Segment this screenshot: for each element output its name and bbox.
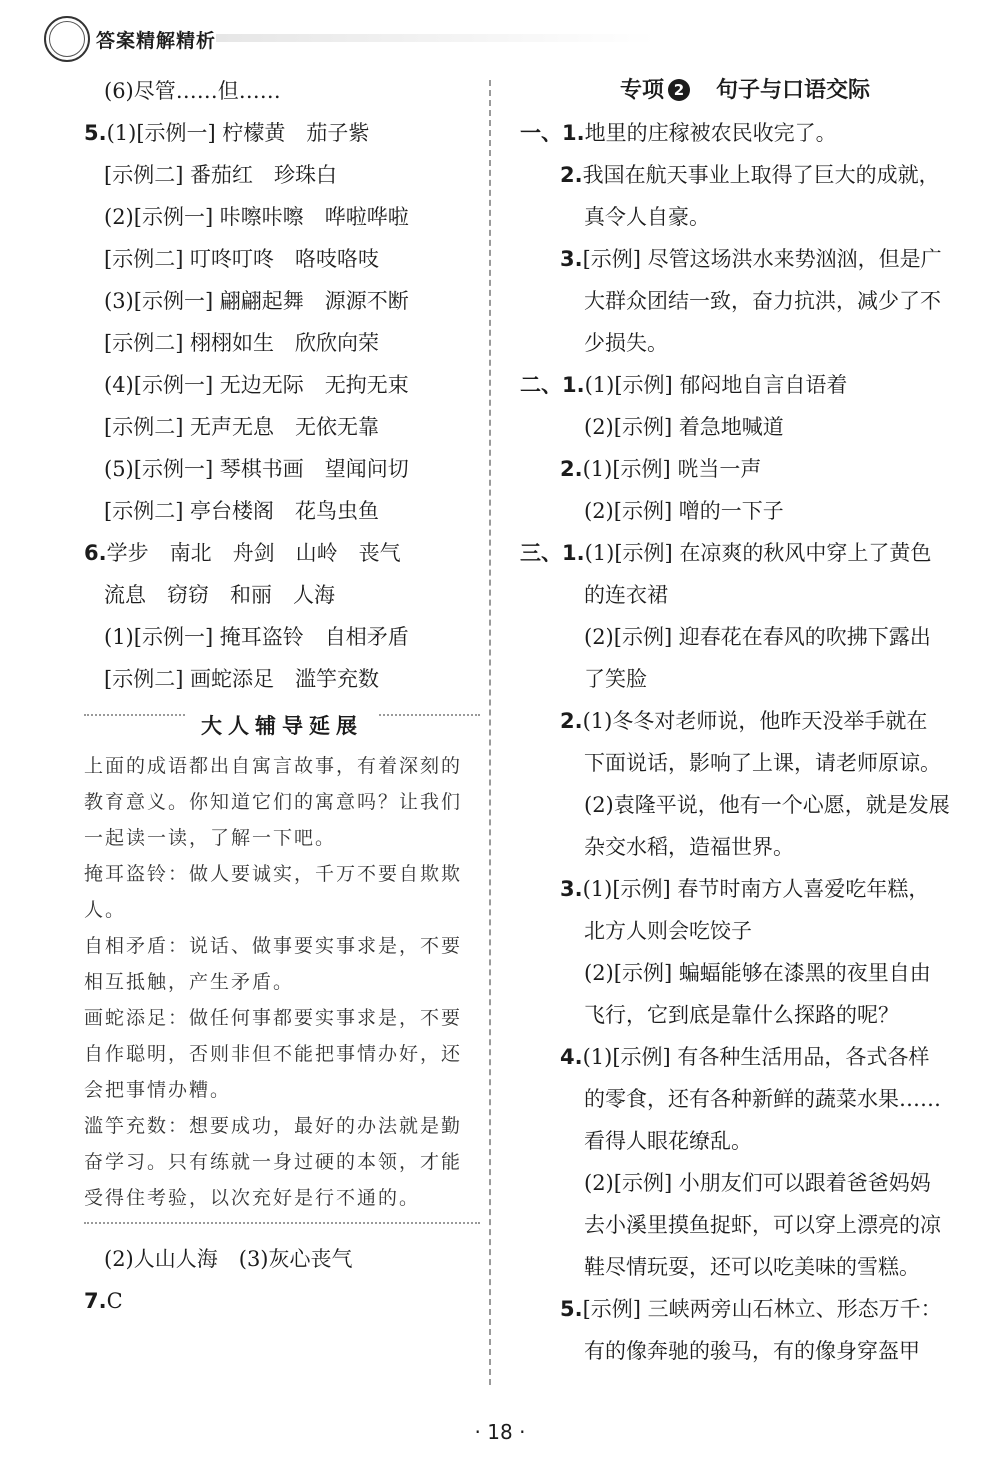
answer-line: (2)[示例] 噌的一下子 (584, 499, 784, 523)
answer-line: (1)[示例] 春节时南方人喜爱吃年糕， (582, 877, 930, 901)
answer-line: (1)[示例] 咣当一声 (582, 457, 762, 481)
answer-line: (1)[示例] 在凉爽的秋风中穿上了黄色 (584, 541, 932, 565)
question-number: 3. (560, 247, 583, 271)
answer-line: [示例二] 亭台楼阁 花鸟虫鱼 (104, 499, 380, 523)
answer-line: 流息 窃窃 和丽 人海 (104, 583, 335, 607)
answer-line: (5)[示例一] 琴棋书画 望闻问切 (104, 457, 409, 481)
guidance-box-header (84, 714, 480, 742)
section-number-badge: 2 (668, 79, 690, 101)
question-number: 2. (560, 709, 583, 733)
answer-line: (2)[示例] 着急地喊道 (584, 415, 784, 439)
answer-line: (4)[示例一] 无边无际 无拘无束 (104, 373, 409, 397)
answer-line: (1)[示例一] 掩耳盗铃 自相矛盾 (104, 625, 409, 649)
answer-line: [示例二] 叮咚叮咚 咯吱咯吱 (104, 247, 380, 271)
answer-line: (3)[示例一] 翩翩起舞 源源不断 (104, 289, 409, 313)
answer-line: (2)袁隆平说，他有一个心愿，就是发展 (584, 793, 950, 817)
question-number: 2. (560, 457, 583, 481)
answer-line: 真令人自豪。 (584, 205, 710, 229)
guidance-box-footer (84, 1222, 480, 1224)
answer-line: [示例二] 画蛇添足 滥竽充数 (104, 667, 380, 691)
answer-line: 了笑脸 (584, 667, 647, 691)
answer-line: [示例二] 番茄红 珍珠白 (104, 163, 338, 187)
answer-line: 杂交水稻，造福世界。 (584, 835, 794, 859)
question-number: 7. (84, 1289, 107, 1313)
answer-line: [示例二] 无声无息 无依无靠 (104, 415, 380, 439)
section-title (520, 70, 970, 112)
answer-line: 学步 南北 舟剑 山岭 丧气 (106, 541, 401, 565)
answer-line: (6)尽管……但…… (104, 79, 281, 103)
answer-line: 去小溪里摸鱼捉虾，可以穿上漂亮的凉 (584, 1213, 941, 1237)
answer-line: (1)[示例] 郁闷地自言自语着 (584, 373, 848, 397)
answer-line: 我国在航天事业上取得了巨大的成就， (582, 163, 940, 187)
page-header (36, 14, 964, 58)
answer-line: 大群众团结一致，奋力抗洪，减少了不 (584, 289, 941, 313)
guidance-paragraph: 滥竽充数：想要成功，最好的办法就是勤奋学习。只有练就一身过硬的本领，才能受得住考验，以次充好是行不通的。 (84, 1115, 463, 1209)
answer-line: 飞行，它到底是靠什么探路的呢？ (584, 1003, 899, 1027)
section-heading: 句子与口语交际 (716, 78, 871, 103)
answer-line: [示例] 尽管这场洪水来势汹汹，但是广 (582, 247, 942, 271)
guidance-paragraph: 自相矛盾：说话、做事要实事求是，不要相互抵触，产生矛盾。 (84, 935, 463, 993)
answer-line: [示例二] 栩栩如生 欣欣向荣 (104, 331, 380, 355)
answer-line: (2)[示例一] 咔嚓咔嚓 哗啦哗啦 (104, 205, 409, 229)
question-number: 1. (562, 373, 585, 397)
part-label: 二、 (520, 373, 562, 397)
answer-line: 地里的庄稼被农民收完了。 (584, 121, 837, 145)
left-column (84, 70, 480, 1322)
page-number: · 18 · (474, 1420, 526, 1444)
answer-line: C (106, 1289, 123, 1313)
part-label: 三、 (520, 541, 562, 565)
answer-line: (1)[示例一] 柠檬黄 茄子紫 (106, 121, 370, 145)
answer-line: 看得人眼花缭乱。 (584, 1129, 752, 1153)
question-number: 1. (562, 541, 585, 565)
answer-line: (1)冬冬对老师说，他昨天没举手就在 (582, 709, 928, 733)
right-column (520, 70, 970, 1372)
question-number: 6. (84, 541, 107, 565)
answer-line: 鞋尽情玩耍，还可以吃美味的雪糕。 (584, 1255, 920, 1279)
answer-line: [示例] 三峡两旁山石林立、形态万千： (582, 1297, 942, 1321)
question-number: 4. (560, 1045, 583, 1069)
question-number: 3. (560, 877, 583, 901)
guidance-paragraph: 掩耳盗铃：做人要诚实，千万不要自欺欺人。 (84, 863, 463, 921)
guidance-paragraph: 上面的成语都出自寓言故事，有着深刻的教育意义。你知道它们的寓意吗？让我们一起读一读，了解一下吧。 (84, 755, 463, 849)
question-number: 5. (84, 121, 107, 145)
answer-line: (1)[示例] 有各种生活用品，各式各样 (582, 1045, 930, 1069)
answer-line: (2)[示例] 小朋友们可以跟着爸爸妈妈 (584, 1171, 931, 1195)
section-prefix: 专项 (619, 78, 664, 103)
header-title: 答案精解精析 (96, 30, 217, 52)
guidance-box-title: 大人辅导延展 (185, 710, 379, 740)
header-decoration (216, 34, 656, 42)
answer-line: 北方人则会吃饺子 (584, 919, 752, 943)
column-divider (489, 80, 491, 1385)
answer-line: 少损失。 (584, 331, 668, 355)
guidance-paragraph: 画蛇添足：做任何事都要实事求是，不要自作聪明，否则非但不能把事情办好，还会把事情办糟。 (84, 1007, 463, 1101)
question-number: 1. (562, 121, 585, 145)
answer-line: (2)人山人海 (3)灰心丧气 (104, 1247, 353, 1271)
question-number: 5. (560, 1297, 583, 1321)
part-label: 一、 (520, 121, 562, 145)
answer-line: 的连衣裙 (584, 583, 668, 607)
publisher-logo (44, 16, 90, 62)
answer-line: 下面说话，影响了上课，请老师原谅。 (584, 751, 941, 775)
answer-line: (2)[示例] 蝙蝠能够在漆黑的夜里自由 (584, 961, 931, 985)
answer-line: (2)[示例] 迎春花在春风的吹拂下露出 (584, 625, 931, 649)
question-number: 2. (560, 163, 583, 187)
answer-line: 有的像奔驰的骏马，有的像身穿盔甲 (584, 1339, 920, 1363)
answer-line: 的零食，还有各种新鲜的蔬菜水果…… (584, 1087, 941, 1111)
